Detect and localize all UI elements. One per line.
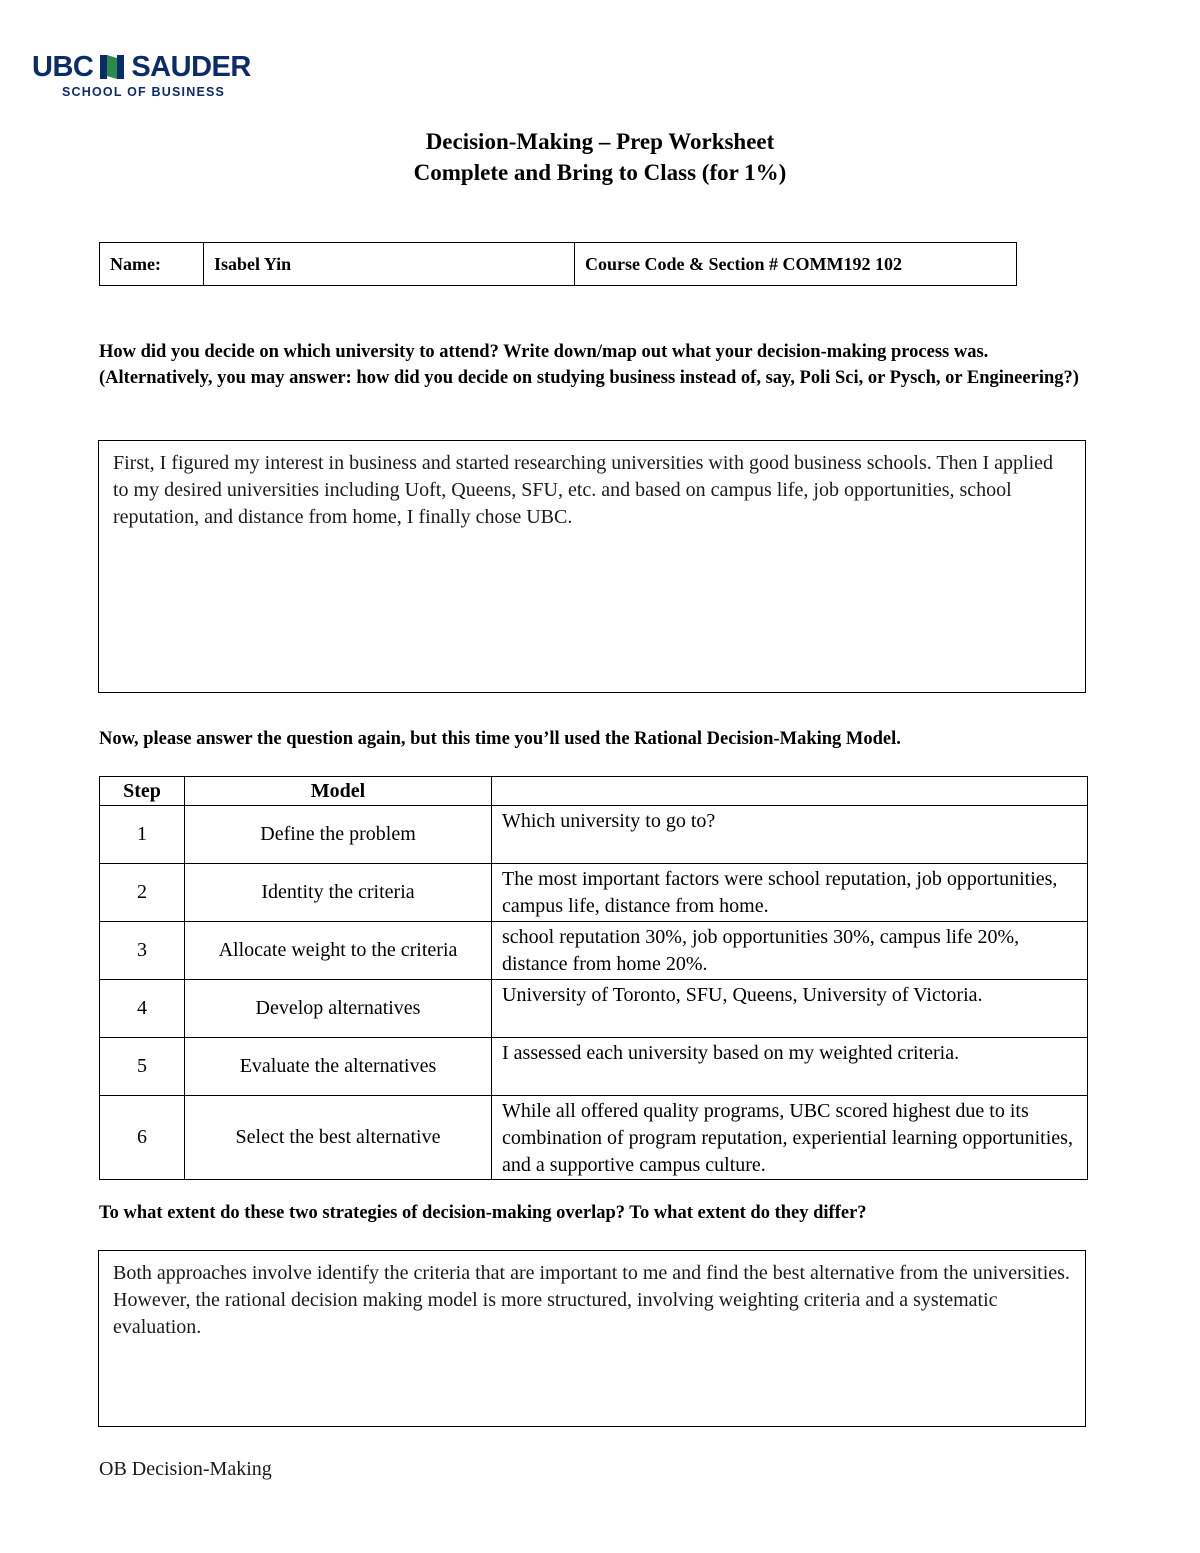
question-3: To what extent do these two strategies of decision-making overlap? To what extent do they differ? xyxy=(99,1203,867,1223)
model-step-name: Select the best alternative xyxy=(185,1096,492,1180)
header-model: Model xyxy=(185,777,492,806)
model-step-name: Evaluate the alternatives xyxy=(185,1038,492,1096)
question-2: Now, please answer the question again, but this time you’ll used the Rational Decision-Making Model. xyxy=(99,729,901,749)
header-step: Step xyxy=(100,777,185,806)
model-table-header xyxy=(100,777,1088,806)
student-info-row xyxy=(100,243,1017,286)
answer-3-text: Both approaches involve identify the criteria that are important to me and find the best alternative from the universities. However, the rational decision making model is more structured, involving weighting criteria and a systematic evaluation. xyxy=(113,1262,1070,1338)
logo-gate-icon xyxy=(99,52,125,82)
header-answer xyxy=(492,777,1088,806)
student-info-table xyxy=(99,242,1017,286)
ubc-sauder-logo xyxy=(32,50,272,102)
question-1: How did you decide on which university to attend? Write down/map out what your decision-making process was. (Alternatively, you may answer: how did you decide on studying business instead of, say, Poli Sci, or Pysch, or Engineering?) xyxy=(99,342,1079,388)
logo-subtitle: SCHOOL OF BUSINESS xyxy=(62,85,226,99)
table-row xyxy=(100,1096,1088,1180)
model-step-name: Allocate weight to the criteria xyxy=(185,922,492,980)
step-number: 5 xyxy=(100,1038,185,1096)
step-answer: school reputation 30%, job opportunities 30%, campus life 20%, distance from home 20%. xyxy=(492,922,1088,980)
worksheet-title xyxy=(0,126,1200,188)
answer-box-3 xyxy=(98,1250,1086,1427)
step-number: 4 xyxy=(100,980,185,1038)
step-answer: While all offered quality programs, UBC scored highest due to its combination of program reputation, experiential learning opportunities, and a supportive campus culture. xyxy=(492,1096,1088,1180)
step-number: 3 xyxy=(100,922,185,980)
rational-model-table xyxy=(99,776,1088,1180)
step-number: 2 xyxy=(100,864,185,922)
logo-wordmark xyxy=(32,50,272,84)
step-answer: The most important factors were school reputation, job opportunities, campus life, distance from home. xyxy=(492,864,1088,922)
step-answer: University of Toronto, SFU, Queens, University of Victoria. xyxy=(492,980,1088,1038)
page-footer: OB Decision-Making xyxy=(99,1458,272,1480)
table-row xyxy=(100,864,1088,922)
step-answer: Which university to go to? xyxy=(492,806,1088,864)
course-code: Course Code & Section # COMM192 102 xyxy=(575,243,1017,286)
name-value: Isabel Yin xyxy=(204,243,575,286)
title-line-2: Complete and Bring to Class (for 1%) xyxy=(413,160,787,185)
logo-sauder-text: SAUDER xyxy=(131,51,251,83)
model-step-name: Define the problem xyxy=(185,806,492,864)
logo-ubc-text: UBC xyxy=(32,51,94,83)
step-number: 6 xyxy=(100,1096,185,1180)
table-row xyxy=(100,806,1088,864)
answer-1-text: First, I figured my interest in business and started researching universities with good business schools. Then I applied to my desired universities including Uoft, Queens, SFU, etc. and based on campus life, job opportunities, school reputation, and distance from home, I finally chose UBC. xyxy=(113,452,1054,528)
table-row xyxy=(100,922,1088,980)
step-number: 1 xyxy=(100,806,185,864)
table-row xyxy=(100,1038,1088,1096)
model-step-name: Develop alternatives xyxy=(185,980,492,1038)
answer-box-1 xyxy=(98,440,1086,693)
step-answer: I assessed each university based on my weighted criteria. xyxy=(492,1038,1088,1096)
table-row xyxy=(100,980,1088,1038)
model-step-name: Identity the criteria xyxy=(185,864,492,922)
title-line-1: Decision-Making – Prep Worksheet xyxy=(425,129,775,154)
name-label: Name: xyxy=(100,243,204,286)
